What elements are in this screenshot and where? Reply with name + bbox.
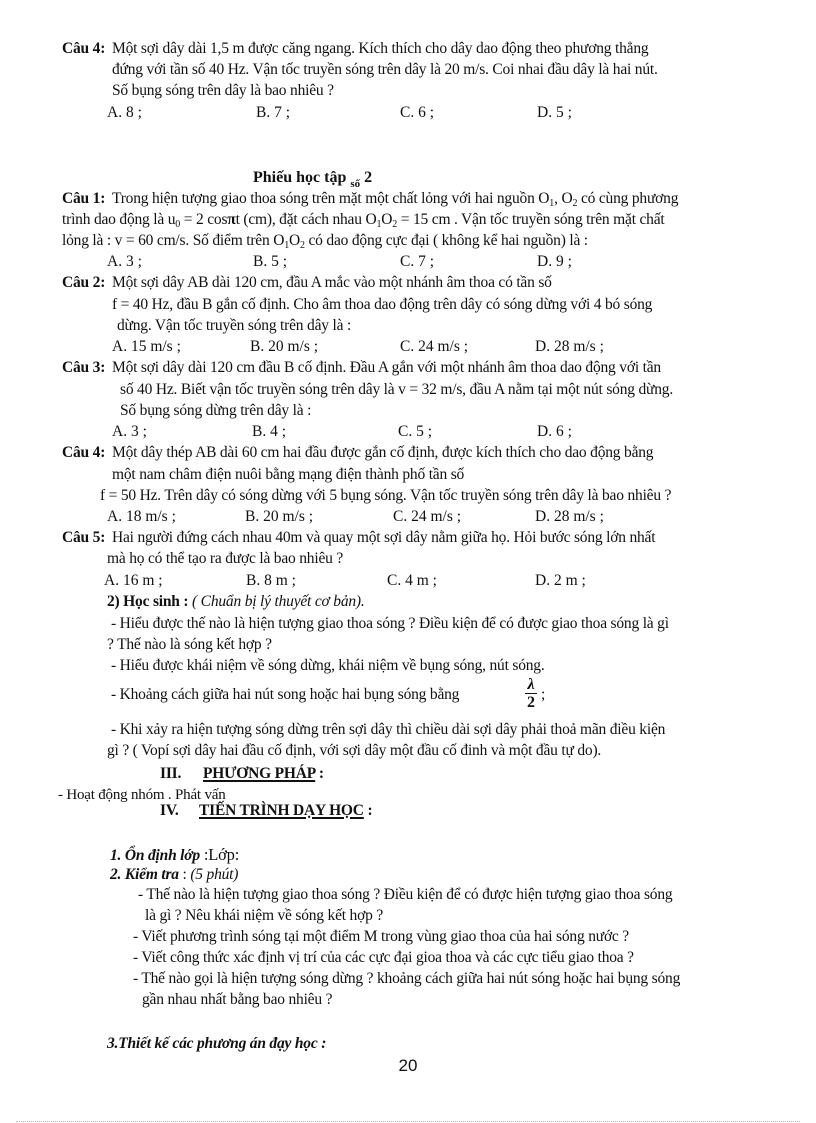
student-heading: 2) Học sinh : ( Chuẩn bị lý thuyết cơ bản). xyxy=(107,593,365,610)
question-text: mà họ có thể tạo ra được là bao nhiêu ? xyxy=(107,550,344,567)
student-item: - Hiểu được thế nào là hiện tượng giao thoa sóng ? Điều kiện để có được giao thoa sóng là gì xyxy=(111,615,669,632)
fraction-suffix: ; xyxy=(541,686,546,703)
option-c: C. 5 ; xyxy=(398,423,433,440)
step-2-item: - Thế nào gọi là hiện tượng sóng dừng ? khoảng cách giữa hai nút sóng hoặc hai bụng sóng xyxy=(133,970,681,987)
question-label: Câu 1: xyxy=(62,190,106,207)
option-a: A. 15 m/s ; xyxy=(112,338,181,355)
question-text: một nam châm điện nuôi bằng mạng điện thành phố tần số xyxy=(112,466,465,483)
option-b: B. 8 m ; xyxy=(246,572,296,589)
option-b: B. 7 ; xyxy=(256,104,291,121)
student-item: - Hiểu được khái niệm về sóng dừng, khái niệm về bụng sóng, nút sóng. xyxy=(111,657,545,674)
student-item: - Khi xảy ra hiện tượng sóng dừng trên sợi dây thì chiều dài sợi dây phải thoả mãn điều kiện xyxy=(111,721,666,738)
section-numeral: III. xyxy=(160,765,182,782)
option-d: D. 2 m ; xyxy=(535,572,586,589)
methods-text: - Hoạt động nhóm . Phát vấn xyxy=(58,787,226,803)
question-text: Một sợi dây dài 120 cm đầu B cố định. Đầu A gắn với một nhánh âm thoa dao động với tần xyxy=(112,359,661,376)
question-text: Số bụng sóng trên dây là bao nhiêu ? xyxy=(112,82,334,99)
option-d: D. 9 ; xyxy=(537,253,572,270)
question-text: lỏng là : v = 60 cm/s. Số điểm trên $O_1O_2$ có dao động cực đại ( không kể hai nguồn) là : xyxy=(62,232,588,251)
step-2-item: - Viết phương trình sóng tại một điểm M trong vùng giao thoa của hai sóng nước ? xyxy=(133,928,629,945)
question-text: trình dao động là $u_0 = 2$ cosπt (cm), đặt cách nhau $O_1O_2 = 15$ cm . Vận tốc truyền sóng trên mặt chất xyxy=(62,211,665,230)
worksheet-title xyxy=(253,169,372,190)
step-2-item: - Thế nào là hiện tượng giao thoa sóng ? Điều kiện để có được hiện tượng giao thoa sóng xyxy=(138,886,673,903)
pi-symbol: π xyxy=(227,211,236,228)
question-text: số 40 Hz. Biết vận tốc truyền sóng trên dây là v = 32 m/s, đầu A nằm tại một nút sóng dừng. xyxy=(120,381,673,398)
option-b: B. 20 m/s ; xyxy=(250,338,319,355)
question-text: Hai người đứng cách nhau 40m và quay một sợi dây nằm giữa họ. Hỏi bước sóng lớn nhất xyxy=(112,529,656,546)
lambda-over-two xyxy=(524,677,538,710)
option-a: A. 16 m ; xyxy=(104,572,163,589)
student-item: - Khoảng cách giữa hai nút song hoặc hai bụng sóng bằng xyxy=(111,686,460,703)
step-1: 1. Ổn định lớp :Lớp: xyxy=(110,845,240,864)
option-c: C. 4 m ; xyxy=(387,572,437,589)
step-2-item: - Viết công thức xác định vị trí của các cực đại gioa thoa và các cực tiểu giao thoa ? xyxy=(133,949,634,966)
page-number: 20 xyxy=(398,1056,418,1075)
option-b: B. 5 ; xyxy=(253,253,288,270)
worksheet-title-number: 2 xyxy=(364,169,373,186)
section-numeral: IV. xyxy=(160,802,179,819)
option-a: A. 8 ; xyxy=(107,104,142,121)
option-a: A. 3 ; xyxy=(112,423,147,440)
question-label: Câu 5: xyxy=(62,529,106,546)
question-text: Trong hiện tượng giao thoa sóng trên mặt một chất lỏng với hai nguồn $O_1$, $O_2$ có cùng phương xyxy=(112,190,679,209)
question-label: Câu 4: xyxy=(62,444,106,461)
section-title: PHƯƠNG PHÁP : xyxy=(203,765,324,782)
step-3: 3.Thiết kế các phương án đạy học : xyxy=(107,1035,327,1052)
option-a: A. 3 ; xyxy=(107,253,142,270)
question-text: dừng. Vận tốc truyền sóng trên dây là : xyxy=(117,317,352,334)
option-b: B. 20 m/s ; xyxy=(245,508,314,525)
step-2: 2. Kiểm tra : (5 phút) xyxy=(110,866,239,883)
option-c: C. 6 ; xyxy=(400,104,435,121)
question-text: Một dây thép AB dài 60 cm hai đầu được gắn cố định, được kích thích cho dao động bằng xyxy=(112,444,654,461)
worksheet-title-so: số xyxy=(350,178,361,190)
question-label: Câu 3: xyxy=(62,359,106,376)
option-c: C. 24 m/s ; xyxy=(393,508,462,525)
step-2-item: là gì ? Nêu khái niệm về sóng kết hợp ? xyxy=(145,907,383,924)
option-d: D. 28 m/s ; xyxy=(535,508,604,525)
student-item: gì ? ( Vopí sợi dây hai đầu cố định, với sợi dây một đầu cố đinh và một đầu tự do). xyxy=(107,742,602,759)
question-text: Một sợi dây AB dài 120 cm, đầu A mắc vào một nhánh âm thoa có tần số xyxy=(112,274,552,291)
question-label: Câu 4: xyxy=(62,40,106,57)
question-text: đứng với tần số 40 Hz. Vận tốc truyền sóng trên dây là 20 m/s. Coi nhai đầu dây là hai nút. xyxy=(112,61,658,78)
option-b: B. 4 ; xyxy=(252,423,287,440)
fraction-denominator: 2 xyxy=(527,694,535,711)
question-text: f = 40 Hz, đầu B gắn cố định. Cho âm thoa dao động trên dây có sóng dừng với 4 bó sóng xyxy=(112,296,653,313)
section-title: TIẾN TRÌNH DẠY HỌC : xyxy=(199,802,373,819)
option-a: A. 18 m/s ; xyxy=(107,508,176,525)
fraction-numerator: λ xyxy=(527,676,535,693)
option-d: D. 28 m/s ; xyxy=(535,338,604,355)
worksheet-title-text: Phiếu học tập xyxy=(253,169,347,186)
option-c: C. 7 ; xyxy=(400,253,435,270)
option-d: D. 5 ; xyxy=(537,104,572,121)
page-break-divider xyxy=(16,1121,800,1122)
question-text: f = 50 Hz. Trên dây có sóng dừng với 5 bụng sóng. Vận tốc truyền sóng trên dây là bao nhiêu ? xyxy=(100,487,672,504)
step-2-item: gần nhau nhất bằng bao nhiêu ? xyxy=(142,991,333,1008)
question-text: Một sợi dây dài 1,5 m được căng ngang. Kích thích cho dây dao động theo phương thẳng xyxy=(112,40,649,57)
question-label: Câu 2: xyxy=(62,274,106,291)
question-text: Số bụng sóng dừng trên dây là : xyxy=(120,402,312,419)
student-item: ? Thế nào là sóng kết hợp ? xyxy=(107,636,272,653)
option-c: C. 24 m/s ; xyxy=(400,338,469,355)
option-d: D. 6 ; xyxy=(537,423,572,440)
